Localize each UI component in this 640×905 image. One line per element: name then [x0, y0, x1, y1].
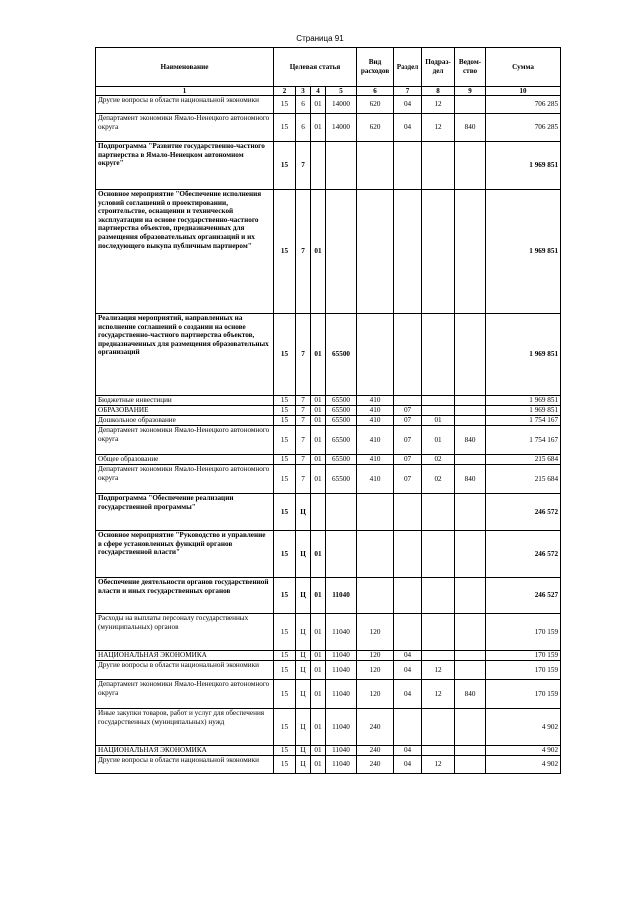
department-code — [455, 661, 486, 680]
target-code-2: Ц — [296, 680, 311, 709]
department-code — [455, 142, 486, 190]
target-code-3 — [311, 494, 326, 531]
section-code — [394, 190, 422, 314]
header-target-article: Целевая статья — [274, 48, 357, 87]
expense-type: 620 — [357, 114, 394, 142]
col-number: 9 — [455, 87, 486, 96]
subsection-code: 12 — [422, 661, 455, 680]
table-row — [96, 465, 561, 494]
row-name: НАЦИОНАЛЬНАЯ ЭКОНОМИКА — [96, 651, 274, 661]
expense-type — [357, 190, 394, 314]
subsection-code: 02 — [422, 455, 455, 465]
target-code-4: 65500 — [326, 465, 357, 494]
target-code-2: 7 — [296, 455, 311, 465]
table-row — [96, 314, 561, 396]
expense-type: 410 — [357, 465, 394, 494]
target-code-1: 15 — [274, 96, 296, 114]
target-code-4: 65500 — [326, 396, 357, 406]
section-code — [394, 578, 422, 614]
section-code: 04 — [394, 746, 422, 756]
department-code — [455, 651, 486, 661]
target-code-3: 01 — [311, 614, 326, 651]
row-name: Департамент экономики Ямало-Ненецкого автономного округа — [96, 426, 274, 455]
expense-type: 410 — [357, 426, 394, 455]
row-name: Иные закупки товаров, работ и услуг для обеспечения государственных (муниципальных) нужд — [96, 709, 274, 746]
subsection-code — [422, 614, 455, 651]
table-row — [96, 406, 561, 416]
amount: 246 527 — [486, 578, 561, 614]
subsection-code — [422, 190, 455, 314]
section-code — [394, 531, 422, 578]
section-code: 04 — [394, 96, 422, 114]
target-code-3: 01 — [311, 465, 326, 494]
expense-type: 410 — [357, 455, 394, 465]
target-code-1: 15 — [274, 494, 296, 531]
table-row — [96, 746, 561, 756]
subsection-code: 12 — [422, 96, 455, 114]
department-code: 840 — [455, 426, 486, 455]
target-code-4: 11040 — [326, 651, 357, 661]
section-code: 04 — [394, 756, 422, 774]
table-row — [96, 114, 561, 142]
table-row — [96, 651, 561, 661]
target-code-3: 01 — [311, 426, 326, 455]
target-code-3: 01 — [311, 416, 326, 426]
target-code-4: 11040 — [326, 746, 357, 756]
col-number: 6 — [357, 87, 394, 96]
target-code-2: Ц — [296, 651, 311, 661]
table-row — [96, 709, 561, 746]
row-name: Обеспечение деятельности органов государственной власти и иных государственных органов — [96, 578, 274, 614]
header-row — [96, 48, 561, 87]
expense-type — [357, 494, 394, 531]
department-code — [455, 314, 486, 396]
expense-type: 240 — [357, 756, 394, 774]
target-code-2: 7 — [296, 416, 311, 426]
col-number: 5 — [326, 87, 357, 96]
amount: 170 159 — [486, 651, 561, 661]
target-code-1: 15 — [274, 396, 296, 406]
target-code-2: Ц — [296, 614, 311, 651]
section-code: 04 — [394, 661, 422, 680]
department-code — [455, 614, 486, 651]
subsection-code — [422, 578, 455, 614]
target-code-1: 15 — [274, 614, 296, 651]
row-name: Департамент экономики Ямало-Ненецкого автономного округа — [96, 465, 274, 494]
target-code-1: 15 — [274, 190, 296, 314]
page-number: Страница 91 — [296, 34, 344, 43]
target-code-1: 15 — [274, 406, 296, 416]
target-code-2: 7 — [296, 314, 311, 396]
section-code — [394, 396, 422, 406]
table-row — [96, 531, 561, 578]
department-code — [455, 96, 486, 114]
target-code-1: 15 — [274, 142, 296, 190]
table-row — [96, 96, 561, 114]
header-sum: Сумма — [486, 48, 561, 87]
department-code — [455, 756, 486, 774]
amount: 1 969 851 — [486, 396, 561, 406]
amount: 1 969 851 — [486, 142, 561, 190]
target-code-1: 15 — [274, 709, 296, 746]
subsection-code — [422, 142, 455, 190]
subsection-code — [422, 494, 455, 531]
table-row — [96, 614, 561, 651]
table-row — [96, 494, 561, 531]
expense-type: 120 — [357, 661, 394, 680]
department-code — [455, 416, 486, 426]
target-code-2: Ц — [296, 746, 311, 756]
subsection-code: 02 — [422, 465, 455, 494]
department-code — [455, 494, 486, 531]
target-code-4: 65500 — [326, 314, 357, 396]
target-code-3: 01 — [311, 190, 326, 314]
target-code-4: 11040 — [326, 614, 357, 651]
target-code-3: 01 — [311, 709, 326, 746]
target-code-4: 65500 — [326, 416, 357, 426]
subsection-code — [422, 406, 455, 416]
target-code-4: 11040 — [326, 661, 357, 680]
subsection-code: 01 — [422, 416, 455, 426]
section-code — [394, 142, 422, 190]
subsection-code — [422, 709, 455, 746]
row-name: Общее образование — [96, 455, 274, 465]
target-code-4: 65500 — [326, 455, 357, 465]
section-code: 07 — [394, 465, 422, 494]
row-name: Основное мероприятие "Руководство и управление в сфере установленных функций органов государственной власти" — [96, 531, 274, 578]
section-code: 07 — [394, 426, 422, 455]
table-row — [96, 396, 561, 406]
subsection-code — [422, 746, 455, 756]
department-code — [455, 406, 486, 416]
target-code-4: 14000 — [326, 114, 357, 142]
amount: 1 969 851 — [486, 406, 561, 416]
header-department: Ведом-ство — [455, 48, 486, 87]
section-code: 07 — [394, 416, 422, 426]
table-row — [96, 416, 561, 426]
subsection-code: 12 — [422, 756, 455, 774]
target-code-3: 01 — [311, 96, 326, 114]
target-code-2: Ц — [296, 661, 311, 680]
expense-type — [357, 314, 394, 396]
target-code-4: 11040 — [326, 756, 357, 774]
table-row — [96, 756, 561, 774]
amount: 1 969 851 — [486, 190, 561, 314]
target-code-3: 01 — [311, 651, 326, 661]
department-code — [455, 709, 486, 746]
amount: 4 902 — [486, 756, 561, 774]
target-code-3: 01 — [311, 406, 326, 416]
subsection-code — [422, 396, 455, 406]
department-code — [455, 190, 486, 314]
target-code-3: 01 — [311, 531, 326, 578]
expense-type: 120 — [357, 651, 394, 661]
amount: 170 159 — [486, 680, 561, 709]
target-code-4: 11040 — [326, 578, 357, 614]
amount: 215 684 — [486, 465, 561, 494]
section-code — [394, 314, 422, 396]
row-name: Подпрограмма "Обеспечение реализации государственной программы" — [96, 494, 274, 531]
col-number: 3 — [296, 87, 311, 96]
target-code-1: 15 — [274, 746, 296, 756]
row-name: Другие вопросы в области национальной экономики — [96, 756, 274, 774]
target-code-1: 15 — [274, 416, 296, 426]
col-number: 7 — [394, 87, 422, 96]
row-name: Подпрограмма "Развитие государственно-частного партнерства в Ямало-Ненецком автономном округе" — [96, 142, 274, 190]
amount: 4 902 — [486, 746, 561, 756]
section-code — [394, 614, 422, 651]
row-name: Департамент экономики Ямало-Ненецкого автономного округа — [96, 680, 274, 709]
amount: 246 572 — [486, 494, 561, 531]
department-code: 840 — [455, 114, 486, 142]
target-code-4 — [326, 142, 357, 190]
target-code-4: 65500 — [326, 426, 357, 455]
target-code-1: 15 — [274, 114, 296, 142]
target-code-1: 15 — [274, 314, 296, 396]
table-row — [96, 142, 561, 190]
amount: 706 285 — [486, 114, 561, 142]
department-code — [455, 455, 486, 465]
table-row — [96, 190, 561, 314]
expense-type: 120 — [357, 614, 394, 651]
subsection-code: 01 — [422, 426, 455, 455]
target-code-3: 01 — [311, 455, 326, 465]
subsection-code: 12 — [422, 680, 455, 709]
section-code: 07 — [394, 406, 422, 416]
amount: 1 754 167 — [486, 426, 561, 455]
header-subsection: Подраз-дел — [422, 48, 455, 87]
col-number: 2 — [274, 87, 296, 96]
col-number: 4 — [311, 87, 326, 96]
target-code-2: 7 — [296, 465, 311, 494]
table-row — [96, 661, 561, 680]
amount: 4 902 — [486, 709, 561, 746]
department-code — [455, 578, 486, 614]
section-code: 04 — [394, 680, 422, 709]
expense-type — [357, 578, 394, 614]
target-code-3: 01 — [311, 396, 326, 406]
target-code-2: 7 — [296, 406, 311, 416]
department-code — [455, 531, 486, 578]
row-name: Департамент экономики Ямало-Ненецкого автономного округа — [96, 114, 274, 142]
target-code-3 — [311, 142, 326, 190]
row-name: Дошкольное образование — [96, 416, 274, 426]
target-code-4: 11040 — [326, 709, 357, 746]
section-code — [394, 709, 422, 746]
target-code-4 — [326, 531, 357, 578]
section-code: 07 — [394, 455, 422, 465]
target-code-2: 7 — [296, 426, 311, 455]
expense-type: 620 — [357, 96, 394, 114]
target-code-1: 15 — [274, 465, 296, 494]
target-code-2: 6 — [296, 114, 311, 142]
target-code-2: Ц — [296, 709, 311, 746]
target-code-4: 11040 — [326, 680, 357, 709]
row-name: НАЦИОНАЛЬНАЯ ЭКОНОМИКА — [96, 746, 274, 756]
table-row — [96, 680, 561, 709]
header-name: Наименование — [96, 48, 274, 87]
section-code: 04 — [394, 651, 422, 661]
target-code-2: Ц — [296, 531, 311, 578]
target-code-4 — [326, 190, 357, 314]
target-code-4: 65500 — [326, 406, 357, 416]
expense-type: 240 — [357, 709, 394, 746]
row-name: Основное мероприятие "Обеспечение исполнения условий соглашений о проектировании, строительстве, оснащении и технической эксплуатации на основе государственно-частного партнерства объектов, предназначенных для размещения образовательных организаций и их последующего выкупа публичным партнером" — [96, 190, 274, 314]
expense-type: 410 — [357, 396, 394, 406]
row-name: Другие вопросы в области национальной экономики — [96, 96, 274, 114]
target-code-3: 01 — [311, 756, 326, 774]
target-code-2: 7 — [296, 190, 311, 314]
target-code-1: 15 — [274, 651, 296, 661]
row-name: Другие вопросы в области национальной экономики — [96, 661, 274, 680]
header-section: Раздел — [394, 48, 422, 87]
table-row — [96, 578, 561, 614]
subsection-code: 12 — [422, 114, 455, 142]
target-code-3: 01 — [311, 314, 326, 396]
amount: 246 572 — [486, 531, 561, 578]
column-number-row — [96, 87, 561, 96]
subsection-code — [422, 651, 455, 661]
target-code-1: 15 — [274, 756, 296, 774]
target-code-3: 01 — [311, 680, 326, 709]
table-row — [96, 455, 561, 465]
row-name: Расходы на выплаты персоналу государственных (муниципальных) органов — [96, 614, 274, 651]
target-code-4 — [326, 494, 357, 531]
department-code: 840 — [455, 680, 486, 709]
department-code: 840 — [455, 465, 486, 494]
target-code-2: Ц — [296, 578, 311, 614]
row-name: Бюджетные инвестиции — [96, 396, 274, 406]
expense-type — [357, 142, 394, 190]
col-number: 8 — [422, 87, 455, 96]
target-code-3: 01 — [311, 578, 326, 614]
target-code-1: 15 — [274, 661, 296, 680]
target-code-1: 15 — [274, 680, 296, 709]
amount: 1 969 851 — [486, 314, 561, 396]
target-code-3: 01 — [311, 746, 326, 756]
target-code-4: 14000 — [326, 96, 357, 114]
subsection-code — [422, 531, 455, 578]
target-code-2: 7 — [296, 396, 311, 406]
expense-type: 120 — [357, 680, 394, 709]
target-code-2: 7 — [296, 142, 311, 190]
target-code-1: 15 — [274, 578, 296, 614]
expense-type — [357, 531, 394, 578]
target-code-3: 01 — [311, 661, 326, 680]
expense-type: 410 — [357, 406, 394, 416]
amount: 1 754 167 — [486, 416, 561, 426]
target-code-2: Ц — [296, 756, 311, 774]
budget-table — [95, 47, 561, 774]
department-code — [455, 396, 486, 406]
subsection-code — [422, 314, 455, 396]
section-code — [394, 494, 422, 531]
target-code-1: 15 — [274, 426, 296, 455]
col-number: 10 — [486, 87, 561, 96]
expense-type: 240 — [357, 746, 394, 756]
expense-type: 410 — [357, 416, 394, 426]
table-row — [96, 426, 561, 455]
target-code-2: Ц — [296, 494, 311, 531]
header-expense-type: Вид расходов — [357, 48, 394, 87]
row-name: ОБРАЗОВАНИЕ — [96, 406, 274, 416]
amount: 170 159 — [486, 614, 561, 651]
section-code: 04 — [394, 114, 422, 142]
department-code — [455, 746, 486, 756]
amount: 706 285 — [486, 96, 561, 114]
target-code-1: 15 — [274, 455, 296, 465]
target-code-2: 6 — [296, 96, 311, 114]
target-code-1: 15 — [274, 531, 296, 578]
col-number: 1 — [96, 87, 274, 96]
amount: 215 684 — [486, 455, 561, 465]
target-code-3: 01 — [311, 114, 326, 142]
row-name: Реализация мероприятий, направленных на исполнение соглашений о создании на основе государственно-частного партнерства объектов, предназначенных для размещения образовательных организаций — [96, 314, 274, 396]
amount: 170 159 — [486, 661, 561, 680]
